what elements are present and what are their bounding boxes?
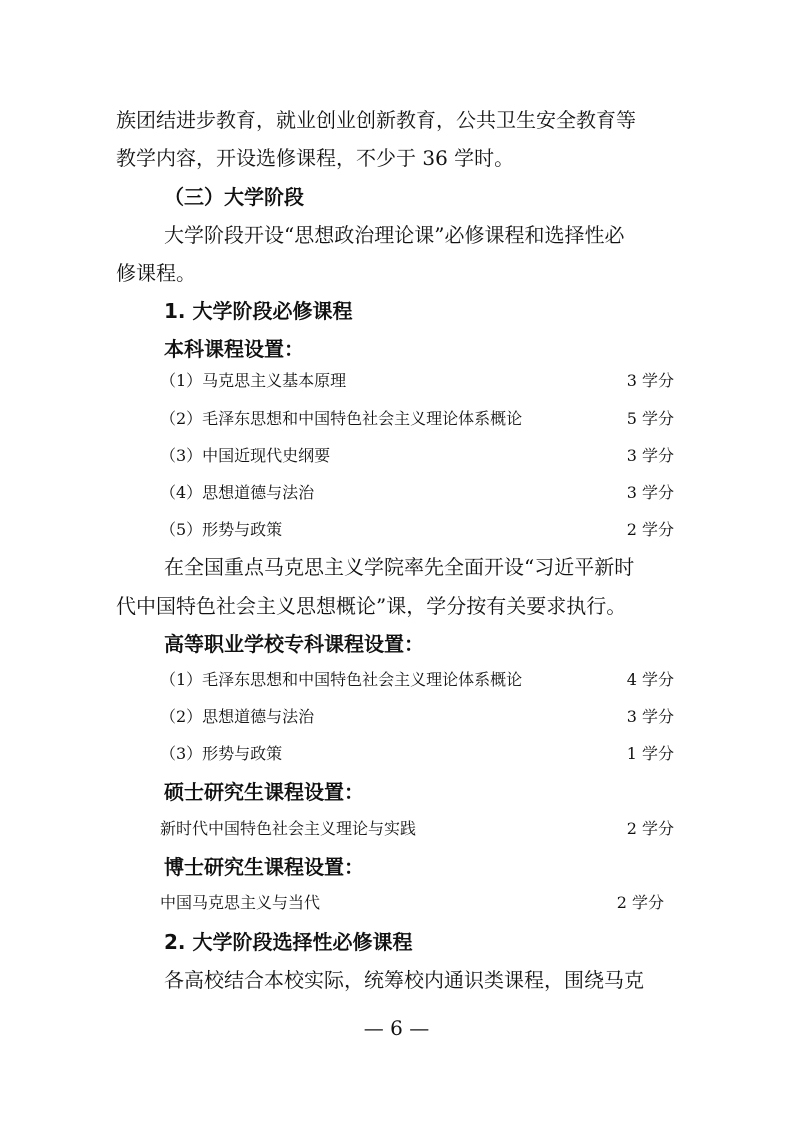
course-name: （2）毛泽东思想和中国特色社会主义理论体系概论 — [160, 409, 523, 428]
paragraph-line: 代中国特色社会主义思想概论”课，学分按有关要求执行。 — [116, 594, 627, 618]
paragraph-line: 族团结进步教育，就业创业创新教育，公共卫生安全教育等 — [116, 108, 636, 132]
course-credit: 2 学分 — [626, 520, 674, 539]
course-group-heading: 博士研究生课程设置： — [164, 855, 364, 879]
course-credit: 3 学分 — [626, 446, 674, 465]
paragraph-line: 各高校结合本校实际，统筹校内通识类课程，围绕马克 — [164, 968, 644, 992]
section-heading: （三）大学阶段 — [164, 185, 304, 209]
course-name: （1）毛泽东思想和中国特色社会主义理论体系概论 — [160, 670, 523, 689]
page-number: — 6 — — [363, 1016, 430, 1040]
course-credit: 2 学分 — [616, 893, 664, 912]
course-credit: 3 学分 — [626, 371, 674, 390]
paragraph-line: 大学阶段开设“思想政治理论课”必修课程和选择性必 — [164, 223, 625, 247]
course-group-heading: 硕士研究生课程设置： — [164, 780, 364, 804]
course-name: （4）思想道德与法治 — [160, 483, 315, 502]
subsection-heading: 1. 大学阶段必修课程 — [164, 299, 353, 323]
course-credit: 3 学分 — [626, 483, 674, 502]
paragraph-line: 修课程。 — [116, 261, 196, 285]
course-name: 中国马克思主义与当代 — [160, 893, 321, 912]
paragraph-line: 教学内容，开设选修课程，不少于 36 学时。 — [116, 146, 515, 170]
course-credit: 1 学分 — [626, 744, 674, 763]
course-credit: 3 学分 — [626, 707, 674, 726]
subsection-heading: 2. 大学阶段选择性必修课程 — [164, 930, 413, 954]
course-credit: 2 学分 — [626, 819, 674, 838]
course-name: 新时代中国特色社会主义理论与实践 — [160, 819, 417, 838]
course-name: （3）中国近现代史纲要 — [160, 446, 331, 465]
course-group-heading: 高等职业学校专科课程设置： — [164, 632, 424, 656]
course-credit: 5 学分 — [626, 409, 674, 428]
course-credit: 4 学分 — [626, 670, 674, 689]
course-name: （2）思想道德与法治 — [160, 707, 315, 726]
course-name: （1）马克思主义基本原理 — [160, 371, 347, 390]
course-group-heading: 本科课程设置： — [164, 337, 304, 361]
paragraph-line: 在全国重点马克思主义学院率先全面开设“习近平新时 — [164, 555, 635, 579]
course-name: （5）形势与政策 — [160, 520, 283, 539]
course-name: （3）形势与政策 — [160, 744, 283, 763]
